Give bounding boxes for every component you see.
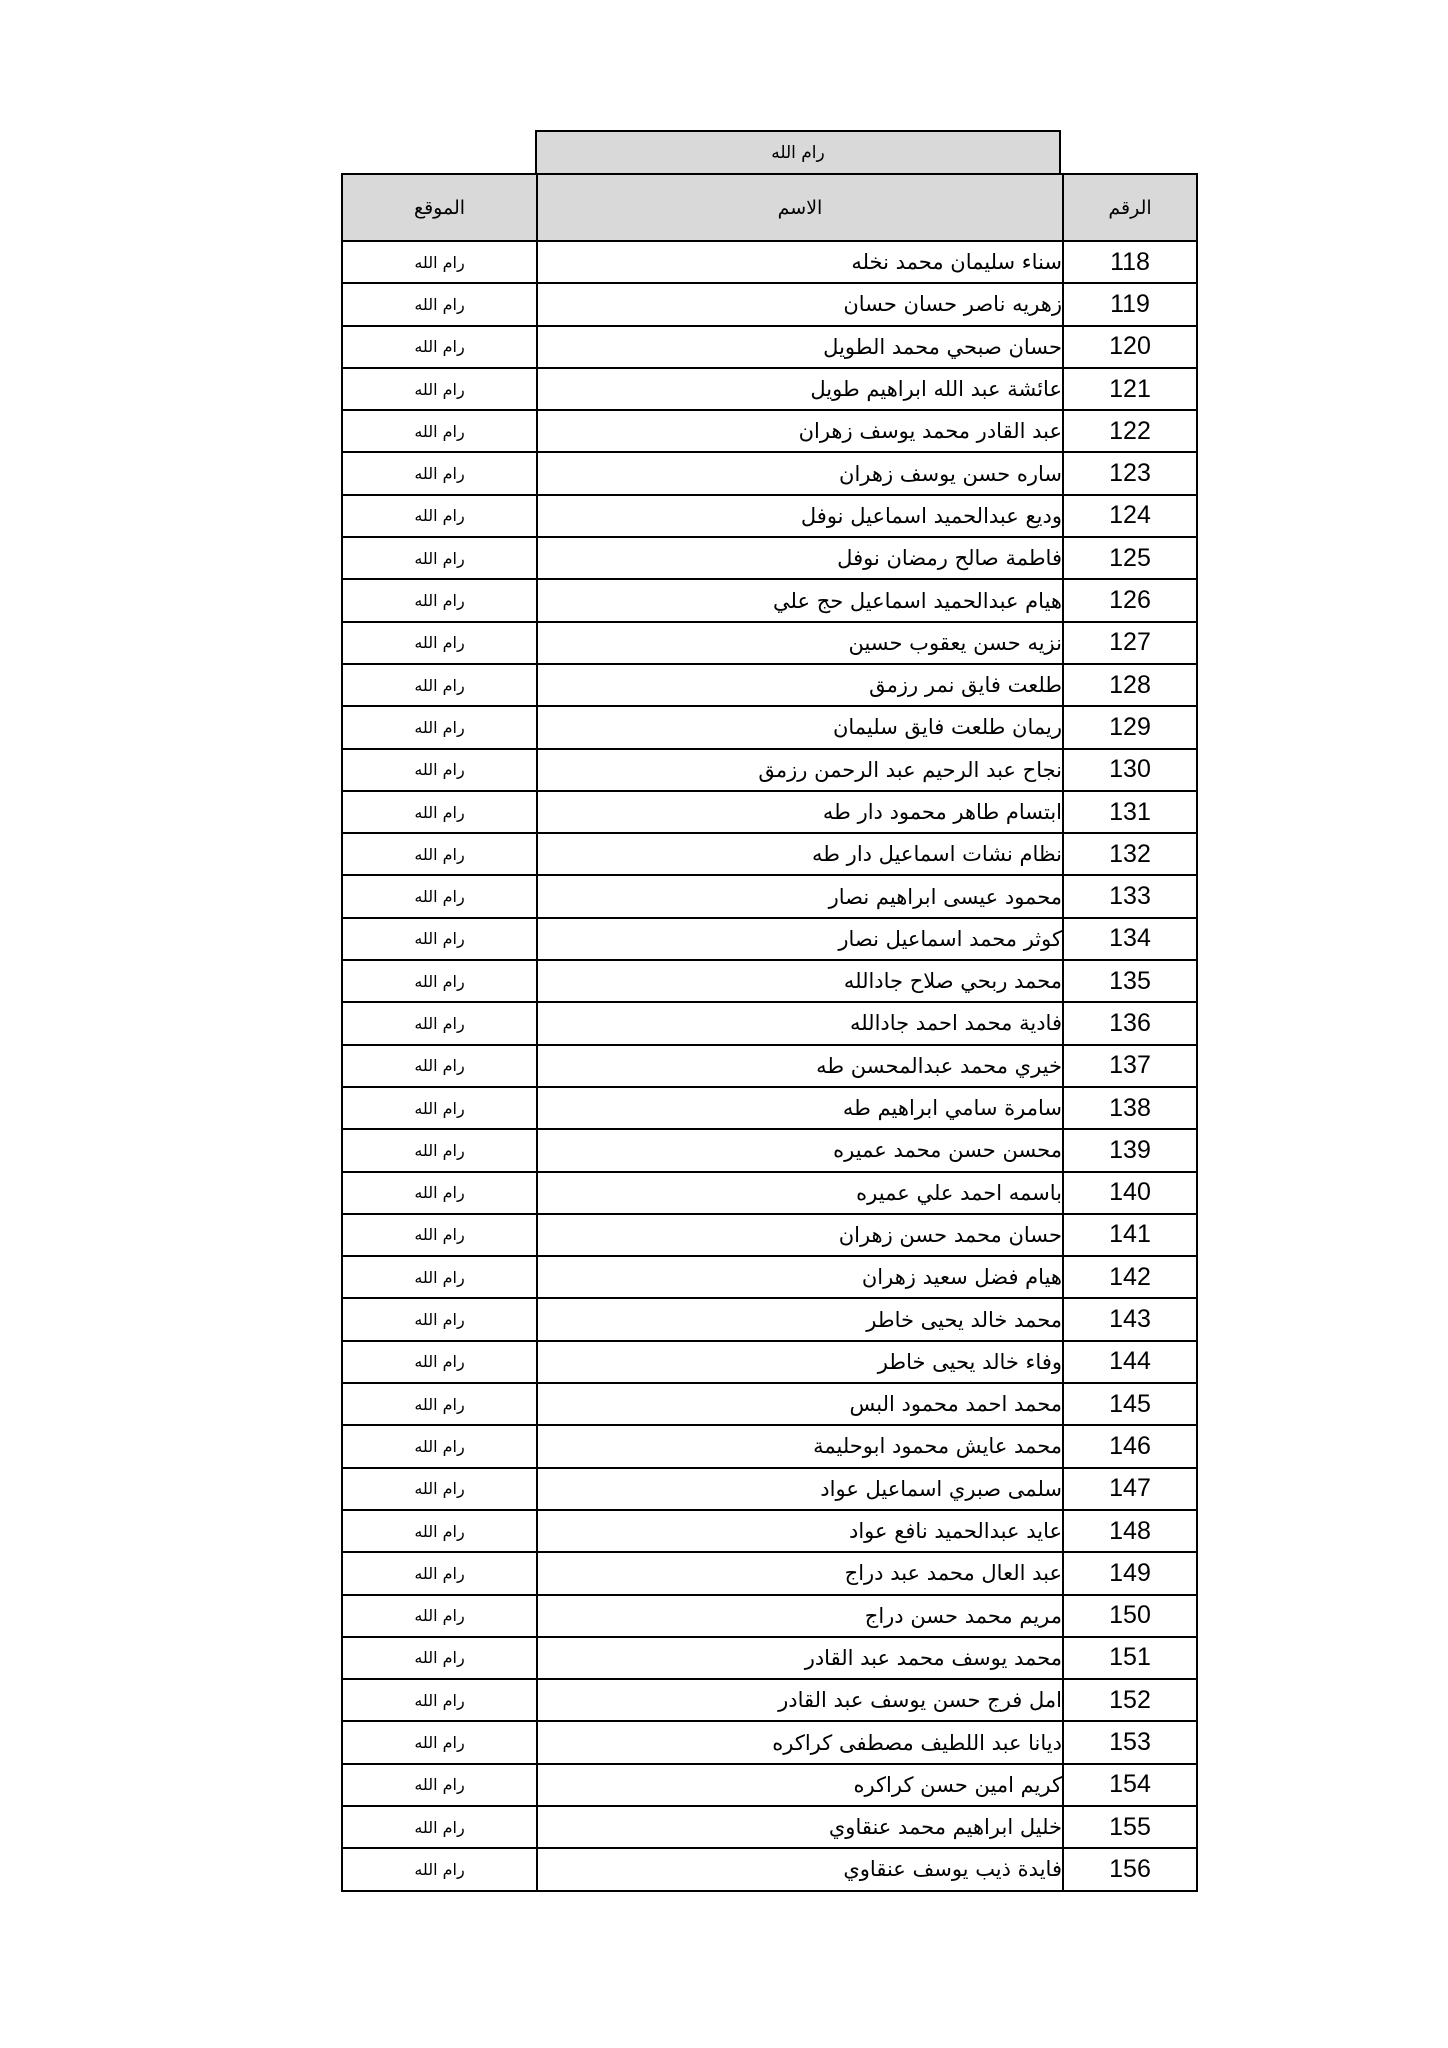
table-row <box>342 622 1197 664</box>
row-name: ديانا عبد اللطيف مصطفى كراكره <box>537 1721 1063 1763</box>
row-number: 146 <box>1063 1425 1197 1467</box>
table-row <box>342 706 1197 748</box>
row-number: 142 <box>1063 1256 1197 1298</box>
row-name: كريم امين حسن كراكره <box>537 1764 1063 1806</box>
row-number: 150 <box>1063 1595 1197 1637</box>
row-name: محمد يوسف محمد عبد القادر <box>537 1637 1063 1679</box>
row-number: 141 <box>1063 1214 1197 1256</box>
roster-table <box>341 173 1198 1892</box>
row-name: ساره حسن يوسف زهران <box>537 452 1063 494</box>
table-row <box>342 791 1197 833</box>
row-number: 125 <box>1063 537 1197 579</box>
row-location: رام الله <box>342 410 537 452</box>
row-name: محمود عيسى ابراهيم نصار <box>537 875 1063 917</box>
row-number: 156 <box>1063 1848 1197 1890</box>
row-name: عبد القادر محمد يوسف زهران <box>537 410 1063 452</box>
row-number: 134 <box>1063 918 1197 960</box>
row-number: 136 <box>1063 1002 1197 1044</box>
row-name: حسان محمد حسن زهران <box>537 1214 1063 1256</box>
row-number: 139 <box>1063 1129 1197 1171</box>
row-name: كوثر محمد اسماعيل نصار <box>537 918 1063 960</box>
table-row <box>342 1383 1197 1425</box>
row-number: 137 <box>1063 1045 1197 1087</box>
row-name: وفاء خالد يحيى خاطر <box>537 1341 1063 1383</box>
row-location: رام الله <box>342 1341 537 1383</box>
row-number: 124 <box>1063 495 1197 537</box>
row-name: ابتسام طاهر محمود دار طه <box>537 791 1063 833</box>
row-location: رام الله <box>342 241 537 283</box>
row-number: 126 <box>1063 579 1197 621</box>
table-row <box>342 1595 1197 1637</box>
table-row <box>342 452 1197 494</box>
row-name: محمد عايش محمود ابوحليمة <box>537 1425 1063 1467</box>
table-row <box>342 1425 1197 1467</box>
table-row <box>342 283 1197 325</box>
row-location: رام الله <box>342 283 537 325</box>
row-location: رام الله <box>342 749 537 791</box>
table-row <box>342 1806 1197 1848</box>
row-name: خيري محمد عبدالمحسن طه <box>537 1045 1063 1087</box>
table-row <box>342 1764 1197 1806</box>
table-row <box>342 326 1197 368</box>
table-row <box>342 1129 1197 1171</box>
row-name: فادية محمد احمد جادالله <box>537 1002 1063 1044</box>
table-row <box>342 495 1197 537</box>
row-number: 155 <box>1063 1806 1197 1848</box>
group-title: رام الله <box>535 130 1061 173</box>
row-number: 130 <box>1063 749 1197 791</box>
table-row <box>342 1848 1197 1890</box>
table-row <box>342 579 1197 621</box>
row-number: 119 <box>1063 283 1197 325</box>
row-location: رام الله <box>342 622 537 664</box>
table-row <box>342 833 1197 875</box>
table-row <box>342 1087 1197 1129</box>
row-location: رام الله <box>342 1806 537 1848</box>
row-number: 118 <box>1063 241 1197 283</box>
row-name: نزيه حسن يعقوب حسين <box>537 622 1063 664</box>
row-name: طلعت فايق نمر رزمق <box>537 664 1063 706</box>
row-location: رام الله <box>342 1002 537 1044</box>
row-number: 151 <box>1063 1637 1197 1679</box>
row-name: نجاح عبد الرحيم عبد الرحمن رزمق <box>537 749 1063 791</box>
row-number: 152 <box>1063 1679 1197 1721</box>
row-location: رام الله <box>342 495 537 537</box>
table-row <box>342 1298 1197 1340</box>
table-row <box>342 918 1197 960</box>
table-row <box>342 1045 1197 1087</box>
row-name: خليل ابراهيم محمد عنقاوي <box>537 1806 1063 1848</box>
row-number: 138 <box>1063 1087 1197 1129</box>
table-row <box>342 960 1197 1002</box>
row-number: 122 <box>1063 410 1197 452</box>
row-location: رام الله <box>342 1848 537 1890</box>
table-row <box>342 1002 1197 1044</box>
row-location: رام الله <box>342 1129 537 1171</box>
row-number: 140 <box>1063 1172 1197 1214</box>
table-row <box>342 537 1197 579</box>
header-row <box>342 174 1197 241</box>
row-location: رام الله <box>342 1087 537 1129</box>
table-row <box>342 1341 1197 1383</box>
row-name: ريمان طلعت فايق سليمان <box>537 706 1063 748</box>
row-location: رام الله <box>342 1595 537 1637</box>
row-name: حسان صبحي محمد الطويل <box>537 326 1063 368</box>
table-row <box>342 241 1197 283</box>
row-location: رام الله <box>342 960 537 1002</box>
row-name: مريم محمد حسن دراج <box>537 1595 1063 1637</box>
row-number: 144 <box>1063 1341 1197 1383</box>
table-row <box>342 410 1197 452</box>
table-row <box>342 1256 1197 1298</box>
row-location: رام الله <box>342 1298 537 1340</box>
header-location: الموقع <box>342 174 537 241</box>
row-name: محسن حسن محمد عميره <box>537 1129 1063 1171</box>
row-number: 121 <box>1063 368 1197 410</box>
row-name: عايد عبدالحميد نافع عواد <box>537 1510 1063 1552</box>
table-row <box>342 1468 1197 1510</box>
row-name: فايدة ذيب يوسف عنقاوي <box>537 1848 1063 1890</box>
row-location: رام الله <box>342 875 537 917</box>
row-number: 154 <box>1063 1764 1197 1806</box>
row-location: رام الله <box>342 368 537 410</box>
table-row <box>342 749 1197 791</box>
row-location: رام الله <box>342 664 537 706</box>
row-location: رام الله <box>342 1045 537 1087</box>
row-name: محمد احمد محمود البس <box>537 1383 1063 1425</box>
row-name: سلمى صبري اسماعيل عواد <box>537 1468 1063 1510</box>
row-name: سناء سليمان محمد نخله <box>537 241 1063 283</box>
row-location: رام الله <box>342 1637 537 1679</box>
table-body <box>342 241 1197 1891</box>
row-name: زهريه ناصر حسان حسان <box>537 283 1063 325</box>
row-number: 147 <box>1063 1468 1197 1510</box>
row-name: فاطمة صالح رمضان نوفل <box>537 537 1063 579</box>
row-name: وديع عبدالحميد اسماعيل نوفل <box>537 495 1063 537</box>
row-name: هيام عبدالحميد اسماعيل حج علي <box>537 579 1063 621</box>
row-name: باسمه احمد علي عميره <box>537 1172 1063 1214</box>
row-location: رام الله <box>342 1172 537 1214</box>
row-number: 149 <box>1063 1552 1197 1594</box>
row-location: رام الله <box>342 1679 537 1721</box>
table-header <box>342 174 1197 241</box>
row-number: 148 <box>1063 1510 1197 1552</box>
table-row <box>342 1172 1197 1214</box>
row-location: رام الله <box>342 791 537 833</box>
row-location: رام الله <box>342 918 537 960</box>
row-location: رام الله <box>342 1721 537 1763</box>
row-location: رام الله <box>342 1256 537 1298</box>
row-name: عائشة عبد الله ابراهيم طويل <box>537 368 1063 410</box>
row-location: رام الله <box>342 1510 537 1552</box>
table-row <box>342 1679 1197 1721</box>
row-number: 133 <box>1063 875 1197 917</box>
table-row <box>342 1552 1197 1594</box>
table-row <box>342 1721 1197 1763</box>
row-name: هيام فضل سعيد زهران <box>537 1256 1063 1298</box>
header-name: الاسم <box>537 174 1063 241</box>
row-location: رام الله <box>342 452 537 494</box>
table-row <box>342 1510 1197 1552</box>
row-number: 135 <box>1063 960 1197 1002</box>
row-number: 128 <box>1063 664 1197 706</box>
row-location: رام الله <box>342 1425 537 1467</box>
row-name: عبد العال محمد عبد دراج <box>537 1552 1063 1594</box>
row-number: 143 <box>1063 1298 1197 1340</box>
row-location: رام الله <box>342 1552 537 1594</box>
table-row <box>342 1214 1197 1256</box>
row-location: رام الله <box>342 579 537 621</box>
row-name: محمد ربحي صلاح جادالله <box>537 960 1063 1002</box>
row-number: 129 <box>1063 706 1197 748</box>
row-location: رام الله <box>342 326 537 368</box>
row-name: نظام نشات اسماعيل دار طه <box>537 833 1063 875</box>
row-name: امل فرج حسن يوسف عبد القادر <box>537 1679 1063 1721</box>
row-location: رام الله <box>342 1214 537 1256</box>
row-location: رام الله <box>342 833 537 875</box>
row-number: 120 <box>1063 326 1197 368</box>
table-row <box>342 875 1197 917</box>
row-number: 153 <box>1063 1721 1197 1763</box>
row-number: 123 <box>1063 452 1197 494</box>
row-name: سامرة سامي ابراهيم طه <box>537 1087 1063 1129</box>
row-location: رام الله <box>342 706 537 748</box>
header-number: الرقم <box>1063 174 1197 241</box>
row-name: محمد خالد يحيى خاطر <box>537 1298 1063 1340</box>
table-row <box>342 368 1197 410</box>
table-row <box>342 1637 1197 1679</box>
row-number: 132 <box>1063 833 1197 875</box>
row-location: رام الله <box>342 1468 537 1510</box>
row-number: 145 <box>1063 1383 1197 1425</box>
row-location: رام الله <box>342 537 537 579</box>
row-number: 131 <box>1063 791 1197 833</box>
row-number: 127 <box>1063 622 1197 664</box>
table-row <box>342 664 1197 706</box>
row-location: رام الله <box>342 1764 537 1806</box>
row-location: رام الله <box>342 1383 537 1425</box>
